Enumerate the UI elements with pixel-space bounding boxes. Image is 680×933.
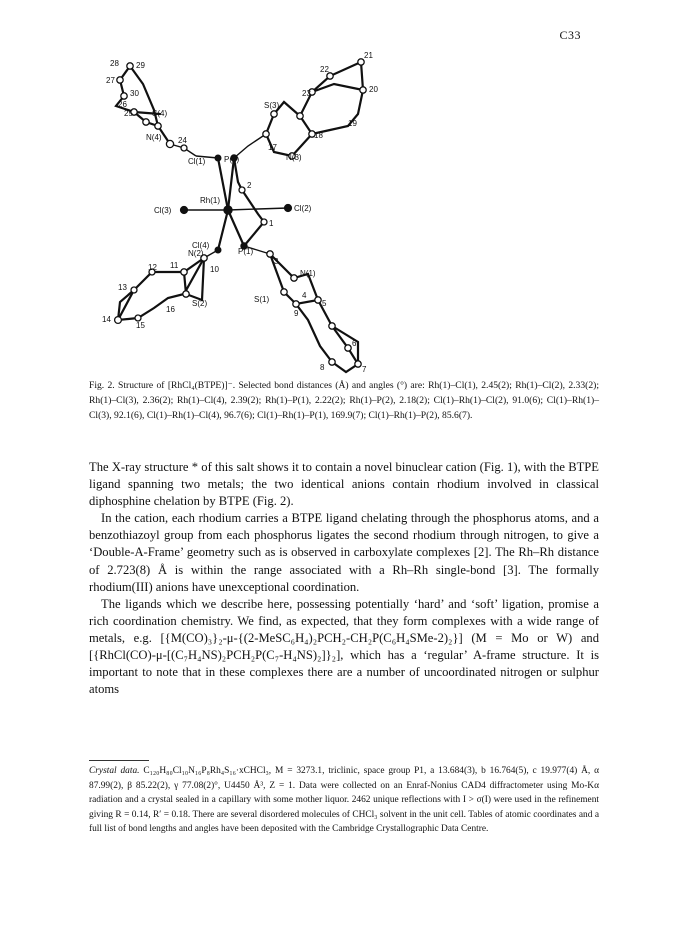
atom-label-s4: S(4) xyxy=(152,109,168,118)
atom-label-cl2: Cl(2) xyxy=(294,204,312,213)
atom-label-c11: 11 xyxy=(170,261,179,270)
footnote-rule xyxy=(89,760,149,761)
atom-label-c23: 23 xyxy=(302,89,311,98)
atom-label-n2: N(2) xyxy=(188,249,204,258)
page-number: C33 xyxy=(559,28,581,42)
atom-label-c29: 29 xyxy=(136,61,145,70)
atom-label-n1: N(1) xyxy=(300,269,316,278)
footnote-lead: Crystal data. xyxy=(89,766,140,776)
atom-label-c6: 6 xyxy=(352,339,357,348)
atom-label-c22: 22 xyxy=(320,65,329,74)
atom-label-cl1: Cl(1) xyxy=(188,157,206,166)
atom-label-cl3: Cl(3) xyxy=(154,206,172,215)
figure-caption xyxy=(89,378,599,424)
body-paragraph: In the cation, each rhodium carries a BTPE ligand chelating through the phosphorus atoms, and a benzothiazoyl group from each phosphorus ligates the second rhodium through nitrogen, to give a ‘Double-A-Frame’ geometry such as is observed in carboxylate complexes [2]. The Rh–Rh distance of 2.723(8) Å is within the range associated with a Rh–Rh single-bond [3]. The formally rhodium(III) anions have unexceptional coordination. xyxy=(89,511,599,594)
molecular-structure-drawing xyxy=(88,50,568,380)
crystal-data-footnote xyxy=(89,764,599,837)
footnote-text: C₁₂₀H₈₀Cl₁₀N₁₆P₈Rh₄S₁₆·xCHCl₃, M = 3273.1, triclinic, space group P1, a 13.684(3), b 16.764(5), c 19.977(4) Å, α 87.99(2), β 85.22(2), γ 77.08(2)°, U4450 Å³, Z = 1. Data were collected on an Enraf-Nonius CAD4 diffractometer using Mo-Kα radiation and a crystal sealed in a capillary with some mother liquor. 2462 unique reflections with I > σ(I) were used in the refinement giving R = 0.14, R′ = 0.18. There are several disordered molecules of CHCl₃ solvent in the unit cell. Tables of atomic coordinates and a full list of bond lengths and angles have been deposited with the Cambridge Crystallographic Data Centre. xyxy=(89,766,600,835)
atom-label-s3: S(3) xyxy=(264,101,280,110)
atom-label-c19: 19 xyxy=(348,119,357,128)
molecular-structure-figure xyxy=(88,50,568,380)
figure-caption-text: Selected bond distances (Å) and angles (°) are: Rh(1)–Cl(1), 2.45(2); Rh(1)–Cl(2), 2.33(2); Rh(1)–Cl(3), 2.36(2); Rh(1)–Cl(4), 2.39(2); Rh(1)–P(1), 2.22(2); Rh(1)–P(2), 2.18(2); Cl(1)–Rh(1)–Cl(2), 91.0(6); Cl(1)–Rh(1)–Cl(3), 92.1(6), Cl(1)–Rh(1)–Cl(4), 96.7(6); Cl(1)–Rh(1)–P(1), 169.9(7); Cl(1)–Rh(1)–P(2), 85.6(7). xyxy=(89,380,600,422)
atom-label-c8: 8 xyxy=(320,363,325,372)
body-text xyxy=(89,459,599,698)
atom-label-p1: P(1) xyxy=(238,247,254,256)
atom-labels xyxy=(102,51,378,374)
atom-label-c9: 9 xyxy=(294,309,299,318)
atom-label-c5: 5 xyxy=(322,299,327,308)
atom-label-n3: N(3) xyxy=(286,153,302,162)
atom-label-c2: 2 xyxy=(247,181,252,190)
atom-label-c12: 12 xyxy=(148,263,157,272)
atom-label-cl4: Cl(4) xyxy=(192,241,210,250)
atom-label-c10: 10 xyxy=(210,265,219,274)
atom-label-c17: 17 xyxy=(268,143,277,152)
atom-label-n4: N(4) xyxy=(146,133,162,142)
atom-label-p2: P(2) xyxy=(224,155,240,164)
body-paragraph: The X-ray structure * of this salt shows it to contain a novel binuclear cation (Fig. 1), with the BTPE ligand spanning two metals; the two identical anions contain rhodium involved in classical diphosphine chelation by BTPE (Fig. 2). xyxy=(89,460,599,509)
atom-label-s2: S(2) xyxy=(192,299,208,308)
benzothiazole-ring-upper-right xyxy=(234,62,363,158)
atom-label-c21: 21 xyxy=(364,51,373,60)
atom-label-s1: S(1) xyxy=(254,295,270,304)
atom-label-c13: 13 xyxy=(118,283,127,292)
atom-label-c26: 26 xyxy=(118,100,127,109)
atom-label-c7: 7 xyxy=(362,365,367,374)
atom-label-c18: 18 xyxy=(314,131,323,140)
atom-label-c14: 14 xyxy=(102,315,111,324)
atom-label-c3: 3 xyxy=(274,257,279,266)
atom-label-c27: 27 xyxy=(106,76,115,85)
atom-label-c30: 30 xyxy=(130,89,139,98)
atom-label-c28: 28 xyxy=(110,59,119,68)
atom-label-c4: 4 xyxy=(302,291,307,300)
atom-label-c1: 1 xyxy=(269,219,274,228)
atom-label-c20: 20 xyxy=(369,85,378,94)
atom-label-c25: 25 xyxy=(124,109,133,118)
atom-label-c15: 15 xyxy=(136,321,145,330)
body-paragraph: The ligands which we describe here, possessing potentially ‘hard’ and ‘soft’ ligation, promise a rich coordination chemistry. We find, as expected, that they form complexes with a wide range of metals, e.g. [{M(CO)₃}₂-μ-{(2-MeSC₆H₄)₂PCH₂-CH₂P(C₆H₄SMe-2)₂}] (M = Mo or W) and [{RhCl(CO)-μ-[(C₇H₄NS)₂PCH₂P(C₇-H₄NS)₂]}₂], which has a ‘regular’ A-frame structure. It is important to note that in these complexes there are a number of uncoordinated nitrogen or sulphur atoms xyxy=(89,596,599,697)
figure-caption-lead: Fig. 2. Structure of [RhCl₄(BTPE)]⁻. xyxy=(89,380,236,391)
atom-label-rh1: Rh(1) xyxy=(200,196,221,205)
atom-label-c24: 24 xyxy=(178,136,187,145)
atom-label-c16: 16 xyxy=(166,305,175,314)
